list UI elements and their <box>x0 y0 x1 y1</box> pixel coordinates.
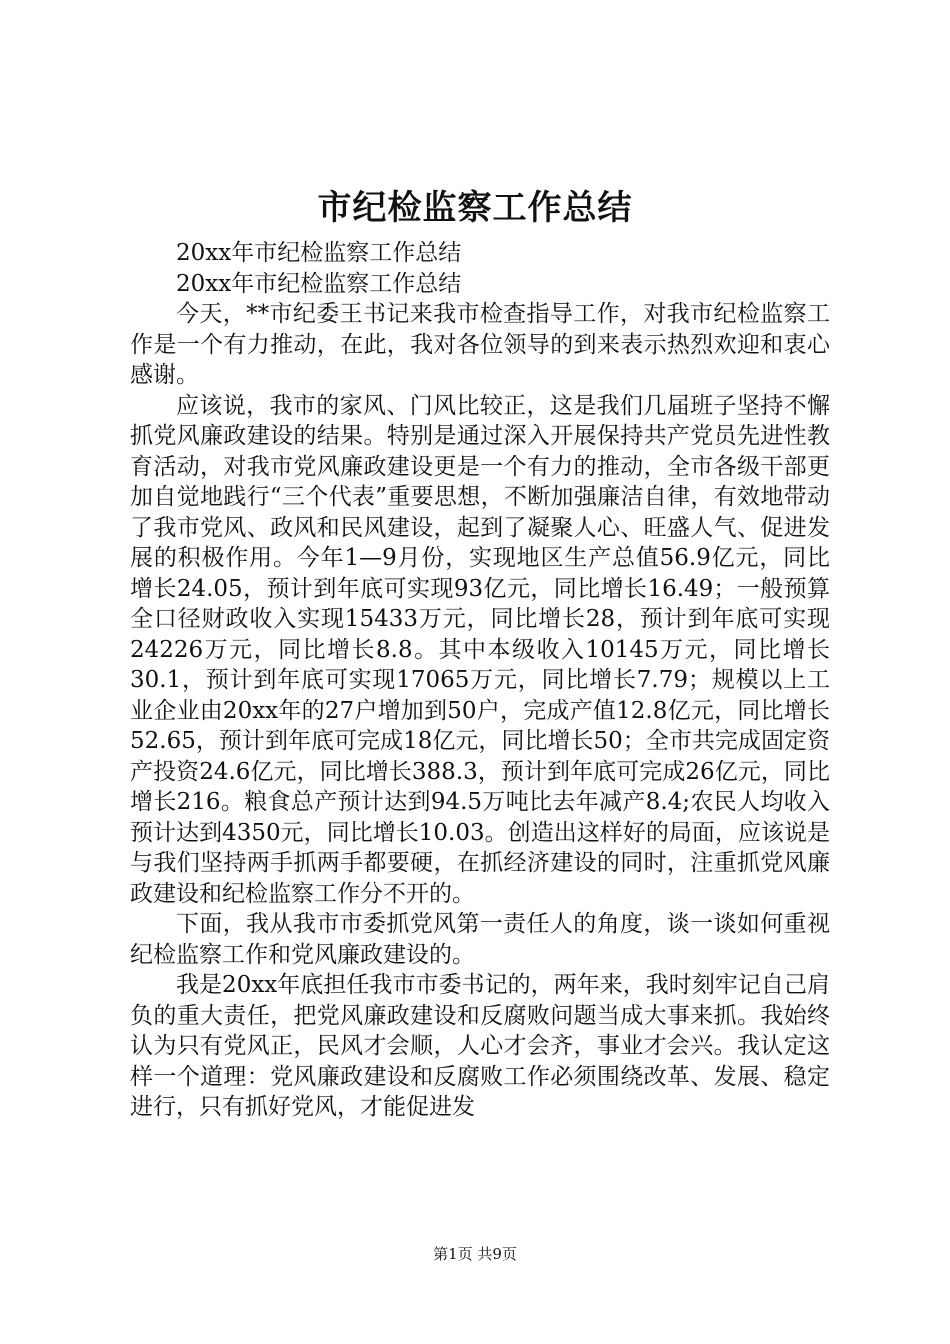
document-body <box>130 238 830 1123</box>
subtitle-line: 20xx年市纪检监察工作总结 <box>176 270 462 297</box>
body-paragraph: 应该说，我市的家风、门风比较正，这是我们几届班子坚持不懈抓党风廉政建设的结果。特别是通过深入开展保持共产党员先进性教育活动，对我市党风廉政建设更是一个有力的推动，全市各级干部更加自觉地践行“三个代表”重要思想，不断加强廉洁自律，有效地带动了我市党风、政风和民风建设，起到了凝聚人心、旺盛人气、促进发展的积极作用。今年1—9月份，实现地区生产总值56.9亿元，同比增长24.05，预计到年底可实现93亿元，同比增长16.49；一般预算全口径财政收入实现15433万元，同比增长28，预计到年底可实现24226万元，同比增长8.8。其中本级收入10145万元，同比增长30.1，预计到年底可实现17065万元，同比增长7.79；规模以上工业企业由20xx年的27户增加到50户，完成产值12.8亿元，同比增长52.65，预计到年底可完成18亿元，同比增长50；全市共完成固定资产投资24.6亿元，同比增长388.3，预计到年底可完成26亿元，同比增长216。粮食总产预计达到94.5万吨比去年减产8.4;农民人均收入预计达到4350元，同比增长10.03。创造出这样好的局面，应该说是与我们坚持两手抓两手都要硬，在抓经济建设的同时，注重抓党风廉政建设和纪检监察工作分不开的。 <box>130 392 830 907</box>
body-paragraph: 我是20xx年底担任我市市委书记的，两年来，我时刻牢记自己肩负的重大责任，把党风廉政建设和反腐败问题当成大事来抓。我始终认为只有党风正，民风才会顺，人心才会齐，事业才会兴。我认定这样一个道理：党风廉政建设和反腐败工作必须围绕改革、发展、稳定进行，只有抓好党风，才能促进发 <box>130 972 830 1120</box>
subtitle-line: 20xx年市纪检监察工作总结 <box>176 240 462 266</box>
document-title: 市纪检监察工作总结 <box>317 188 633 228</box>
page-number-footer: 第1页 共9页 <box>433 1245 517 1263</box>
body-paragraph: 下面，我从我市市委抓党风第一责任人的角度，谈一谈如何重视纪检监察工作和党风廉政建设的。 <box>130 911 830 968</box>
body-paragraph: 今天，**市纪委王书记来我市检查指导工作，对我市纪检监察工作是一个有力推动，在此，我对各位领导的到来表示热烈欢迎和衷心感谢。 <box>130 301 830 388</box>
